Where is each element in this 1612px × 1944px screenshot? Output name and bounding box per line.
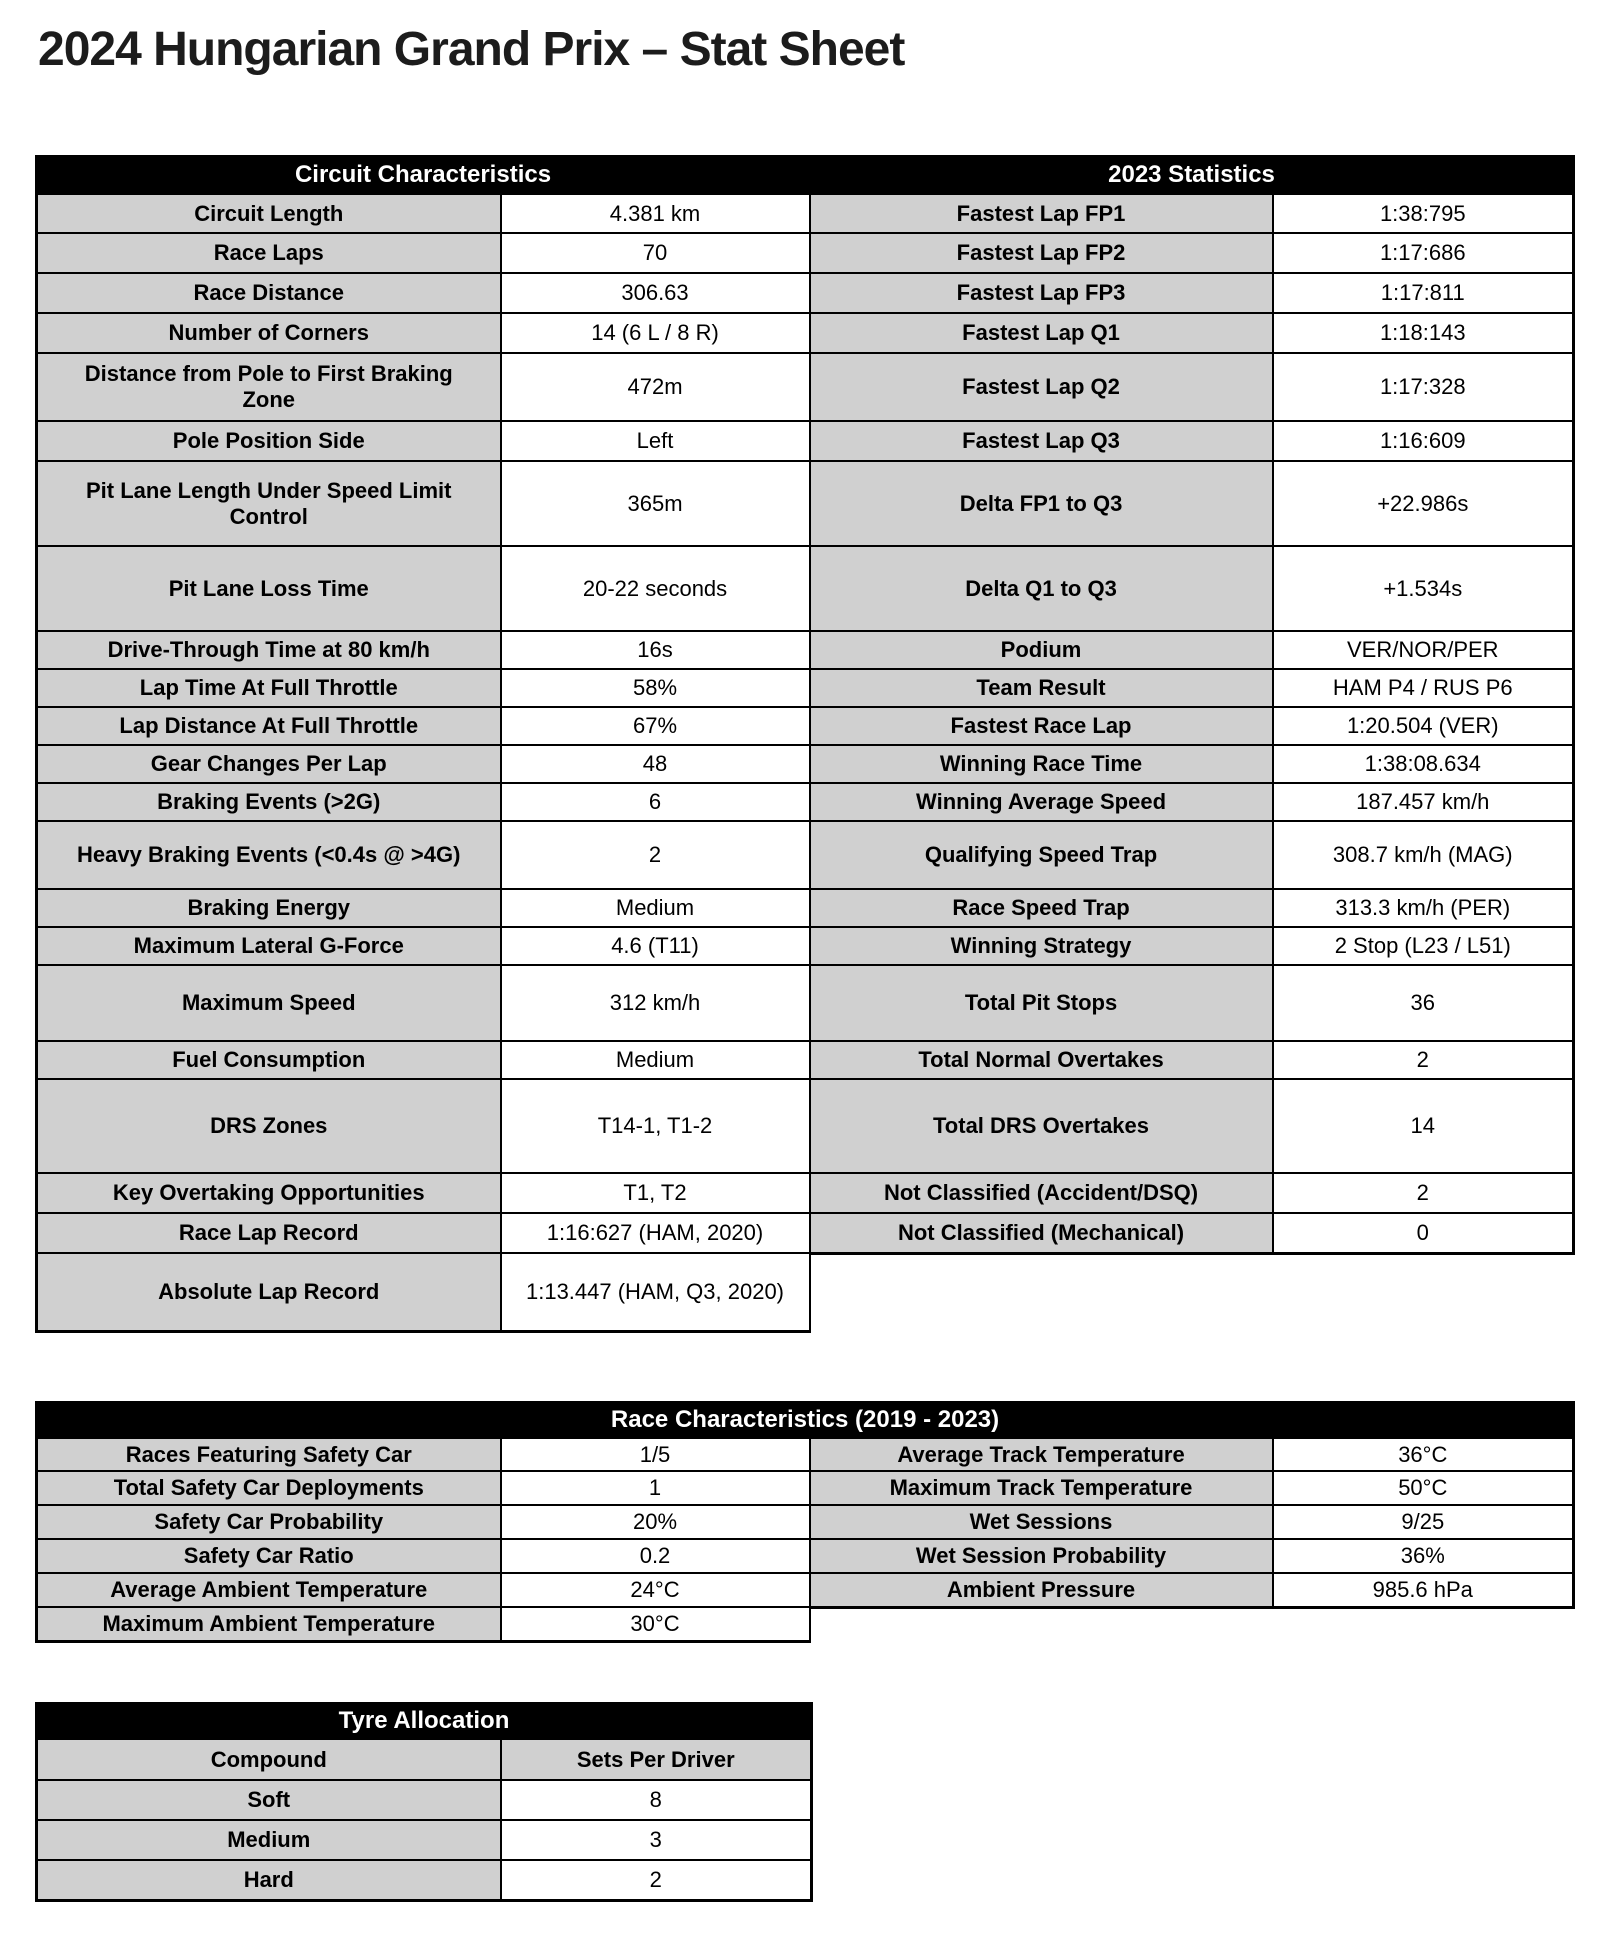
right-value-cell: 14 bbox=[1273, 1079, 1574, 1173]
right-value-cell: 36% bbox=[1273, 1539, 1574, 1573]
left-label-cell: Race Laps bbox=[37, 233, 501, 273]
table-row bbox=[37, 783, 1574, 821]
tyre-allocation-header: Tyre Allocation bbox=[37, 1703, 812, 1738]
right-label-cell: Not Classified (Mechanical) bbox=[810, 1213, 1273, 1253]
table-row bbox=[37, 353, 1574, 421]
right-value-cell: 9/25 bbox=[1273, 1505, 1574, 1539]
left-value-cell: Medium bbox=[501, 1041, 810, 1079]
right-value-cell: 1:38:795 bbox=[1273, 193, 1574, 233]
left-label-cell: Circuit Length bbox=[37, 193, 501, 233]
right-value-cell: +1.534s bbox=[1273, 546, 1574, 631]
left-label-cell: Total Safety Car Deployments bbox=[37, 1471, 501, 1505]
right-value-cell: 1:17:328 bbox=[1273, 353, 1574, 421]
table-row bbox=[37, 1253, 1574, 1331]
table-row bbox=[37, 745, 1574, 783]
left-label-cell: Race Distance bbox=[37, 273, 501, 313]
right-label-cell: Fastest Race Lap bbox=[810, 707, 1273, 745]
table-row bbox=[37, 1539, 1574, 1573]
left-value-cell: T14-1, T1-2 bbox=[501, 1079, 810, 1173]
sets-cell: 2 bbox=[501, 1860, 812, 1900]
right-label-cell: Fastest Lap FP3 bbox=[810, 273, 1273, 313]
left-value-cell: 472m bbox=[501, 353, 810, 421]
compound-cell: Hard bbox=[37, 1860, 501, 1900]
right-value-cell: 1:38:08.634 bbox=[1273, 745, 1574, 783]
left-label-cell: Maximum Ambient Temperature bbox=[37, 1607, 501, 1641]
left-value-cell: 6 bbox=[501, 783, 810, 821]
right-value-cell: 36°C bbox=[1273, 1437, 1574, 1471]
table-row bbox=[37, 1860, 812, 1900]
left-label-cell: Distance from Pole to First Braking Zone bbox=[37, 353, 501, 421]
left-value-cell: 4.6 (T11) bbox=[501, 927, 810, 965]
right-label-cell: Average Track Temperature bbox=[810, 1437, 1273, 1471]
table-row bbox=[37, 313, 1574, 353]
tyre-allocation-table bbox=[35, 1702, 813, 1902]
compound-column-header: Compound bbox=[37, 1738, 501, 1780]
statistics-2023-header: 2023 Statistics bbox=[810, 156, 1574, 193]
right-label-cell: Total Normal Overtakes bbox=[810, 1041, 1273, 1079]
page-title: 2024 Hungarian Grand Prix – Stat Sheet bbox=[38, 23, 905, 76]
left-label-cell: Pit Lane Loss Time bbox=[37, 546, 501, 631]
right-label-cell: Fastest Lap Q2 bbox=[810, 353, 1273, 421]
table-row bbox=[37, 1173, 1574, 1213]
right-value-cell bbox=[1273, 1607, 1574, 1641]
table-row bbox=[37, 421, 1574, 461]
right-value-cell: 2 bbox=[1273, 1041, 1574, 1079]
left-label-cell: Fuel Consumption bbox=[37, 1041, 501, 1079]
right-value-cell: 36 bbox=[1273, 965, 1574, 1041]
table-row bbox=[37, 193, 1574, 233]
tyre-table-column-row bbox=[37, 1738, 812, 1780]
right-label-cell: Winning Strategy bbox=[810, 927, 1273, 965]
right-label-cell: Winning Race Time bbox=[810, 745, 1273, 783]
left-label-cell: Number of Corners bbox=[37, 313, 501, 353]
right-label-cell: Delta Q1 to Q3 bbox=[810, 546, 1273, 631]
right-label-cell: Fastest Lap FP1 bbox=[810, 193, 1273, 233]
table-row bbox=[37, 1607, 1574, 1641]
race-characteristics-header: Race Characteristics (2019 - 2023) bbox=[37, 1402, 1574, 1437]
circuit-characteristics-header: Circuit Characteristics bbox=[37, 156, 810, 193]
left-label-cell: Heavy Braking Events (<0.4s @ >4G) bbox=[37, 821, 501, 889]
left-label-cell: Pole Position Side bbox=[37, 421, 501, 461]
right-value-cell: 308.7 km/h (MAG) bbox=[1273, 821, 1574, 889]
right-label-cell bbox=[810, 1253, 1273, 1331]
right-label-cell: Wet Sessions bbox=[810, 1505, 1273, 1539]
right-label-cell: Total DRS Overtakes bbox=[810, 1079, 1273, 1173]
left-label-cell: Safety Car Probability bbox=[37, 1505, 501, 1539]
left-value-cell: 30°C bbox=[501, 1607, 810, 1641]
right-value-cell: 313.3 km/h (PER) bbox=[1273, 889, 1574, 927]
left-label-cell: Key Overtaking Opportunities bbox=[37, 1173, 501, 1213]
right-value-cell: 50°C bbox=[1273, 1471, 1574, 1505]
compound-cell: Soft bbox=[37, 1780, 501, 1820]
right-value-cell: 0 bbox=[1273, 1213, 1574, 1253]
table-row bbox=[37, 889, 1574, 927]
left-value-cell: Medium bbox=[501, 889, 810, 927]
left-label-cell: Average Ambient Temperature bbox=[37, 1573, 501, 1607]
left-label-cell: Braking Events (>2G) bbox=[37, 783, 501, 821]
left-label-cell: Absolute Lap Record bbox=[37, 1253, 501, 1331]
right-value-cell: 2 Stop (L23 / L51) bbox=[1273, 927, 1574, 965]
right-label-cell: Podium bbox=[810, 631, 1273, 669]
table-row bbox=[37, 631, 1574, 669]
table-row bbox=[37, 1780, 812, 1820]
table-row bbox=[37, 707, 1574, 745]
right-label-cell: Qualifying Speed Trap bbox=[810, 821, 1273, 889]
race-table-header-row bbox=[37, 1402, 1574, 1437]
compound-cell: Medium bbox=[37, 1820, 501, 1860]
right-value-cell: 1:18:143 bbox=[1273, 313, 1574, 353]
right-value-cell bbox=[1273, 1253, 1574, 1331]
table-row bbox=[37, 821, 1574, 889]
left-label-cell: Lap Time At Full Throttle bbox=[37, 669, 501, 707]
right-label-cell bbox=[810, 1607, 1273, 1641]
right-value-cell: 2 bbox=[1273, 1173, 1574, 1213]
right-value-cell: HAM P4 / RUS P6 bbox=[1273, 669, 1574, 707]
left-value-cell: Left bbox=[501, 421, 810, 461]
right-label-cell: Maximum Track Temperature bbox=[810, 1471, 1273, 1505]
table-row bbox=[37, 669, 1574, 707]
left-value-cell: 16s bbox=[501, 631, 810, 669]
right-value-cell: 985.6 hPa bbox=[1273, 1573, 1574, 1607]
table-row bbox=[37, 965, 1574, 1041]
right-value-cell: 1:20.504 (VER) bbox=[1273, 707, 1574, 745]
left-label-cell: Race Lap Record bbox=[37, 1213, 501, 1253]
right-label-cell: Team Result bbox=[810, 669, 1273, 707]
table-row bbox=[37, 546, 1574, 631]
left-label-cell: Drive-Through Time at 80 km/h bbox=[37, 631, 501, 669]
left-label-cell: Braking Energy bbox=[37, 889, 501, 927]
left-value-cell: 20-22 seconds bbox=[501, 546, 810, 631]
right-value-cell: 1:17:811 bbox=[1273, 273, 1574, 313]
right-label-cell: Wet Session Probability bbox=[810, 1539, 1273, 1573]
left-value-cell: 1:16:627 (HAM, 2020) bbox=[501, 1213, 810, 1253]
right-label-cell: Fastest Lap Q3 bbox=[810, 421, 1273, 461]
right-value-cell: +22.986s bbox=[1273, 461, 1574, 546]
left-value-cell: 67% bbox=[501, 707, 810, 745]
right-value-cell: 1:17:686 bbox=[1273, 233, 1574, 273]
right-label-cell: Fastest Lap FP2 bbox=[810, 233, 1273, 273]
table-row bbox=[37, 273, 1574, 313]
table-row bbox=[37, 1505, 1574, 1539]
left-value-cell: 4.381 km bbox=[501, 193, 810, 233]
table-row bbox=[37, 1573, 1574, 1607]
table-row bbox=[37, 233, 1574, 273]
left-value-cell: 24°C bbox=[501, 1573, 810, 1607]
main-table-body bbox=[37, 193, 1574, 1331]
table-row bbox=[37, 1820, 812, 1860]
left-value-cell: 58% bbox=[501, 669, 810, 707]
left-value-cell: 312 km/h bbox=[501, 965, 810, 1041]
left-value-cell: T1, T2 bbox=[501, 1173, 810, 1213]
circuit-and-2023-stats-table bbox=[35, 155, 1575, 1333]
right-label-cell: Delta FP1 to Q3 bbox=[810, 461, 1273, 546]
right-label-cell: Not Classified (Accident/DSQ) bbox=[810, 1173, 1273, 1213]
table-row bbox=[37, 927, 1574, 965]
left-label-cell: Maximum Speed bbox=[37, 965, 501, 1041]
left-label-cell: Maximum Lateral G-Force bbox=[37, 927, 501, 965]
left-value-cell: 70 bbox=[501, 233, 810, 273]
right-value-cell: 187.457 km/h bbox=[1273, 783, 1574, 821]
left-label-cell: Races Featuring Safety Car bbox=[37, 1437, 501, 1471]
right-label-cell: Fastest Lap Q1 bbox=[810, 313, 1273, 353]
left-value-cell: 1 bbox=[501, 1471, 810, 1505]
sets-per-driver-column-header: Sets Per Driver bbox=[501, 1738, 812, 1780]
left-value-cell: 0.2 bbox=[501, 1539, 810, 1573]
left-value-cell: 48 bbox=[501, 745, 810, 783]
tyre-table-header-row bbox=[37, 1703, 812, 1738]
left-label-cell: Gear Changes Per Lap bbox=[37, 745, 501, 783]
main-table-header-row bbox=[37, 156, 1574, 193]
right-value-cell: VER/NOR/PER bbox=[1273, 631, 1574, 669]
tyre-table-body bbox=[37, 1780, 812, 1900]
left-value-cell: 306.63 bbox=[501, 273, 810, 313]
stat-sheet-page bbox=[0, 24, 1612, 1942]
table-row bbox=[37, 1213, 1574, 1253]
left-label-cell: Pit Lane Length Under Speed Limit Control bbox=[37, 461, 501, 546]
left-value-cell: 365m bbox=[501, 461, 810, 546]
left-value-cell: 20% bbox=[501, 1505, 810, 1539]
left-label-cell: Lap Distance At Full Throttle bbox=[37, 707, 501, 745]
right-label-cell: Winning Average Speed bbox=[810, 783, 1273, 821]
left-label-cell: Safety Car Ratio bbox=[37, 1539, 501, 1573]
table-row bbox=[37, 1079, 1574, 1173]
right-label-cell: Total Pit Stops bbox=[810, 965, 1273, 1041]
table-row bbox=[37, 1437, 1574, 1471]
table-row bbox=[37, 1471, 1574, 1505]
right-label-cell: Race Speed Trap bbox=[810, 889, 1273, 927]
left-value-cell: 14 (6 L / 8 R) bbox=[501, 313, 810, 353]
left-value-cell: 2 bbox=[501, 821, 810, 889]
left-value-cell: 1:13.447 (HAM, Q3, 2020) bbox=[501, 1253, 810, 1331]
table-row bbox=[37, 461, 1574, 546]
table-row bbox=[37, 1041, 1574, 1079]
left-value-cell: 1/5 bbox=[501, 1437, 810, 1471]
sets-cell: 3 bbox=[501, 1820, 812, 1860]
right-label-cell: Ambient Pressure bbox=[810, 1573, 1273, 1607]
race-table-body bbox=[37, 1437, 1574, 1641]
left-label-cell: DRS Zones bbox=[37, 1079, 501, 1173]
sets-cell: 8 bbox=[501, 1780, 812, 1820]
race-characteristics-table bbox=[35, 1401, 1575, 1643]
right-value-cell: 1:16:609 bbox=[1273, 421, 1574, 461]
